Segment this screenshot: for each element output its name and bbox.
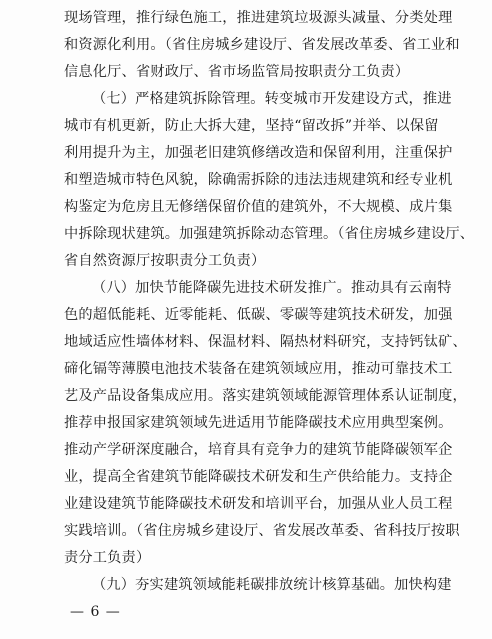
section-heading-9: （九）夯实建筑领域能耗碳排放统计核算基础。加快构建: [92, 577, 452, 593]
page-number: — 6 —: [70, 604, 121, 620]
body-line: 业建设建筑节能降碳技术研发和培训平台，加强从业人员工程: [64, 496, 453, 512]
body-line: 推动产学研深度融合，培育具有竞争力的建筑节能降碳领军企: [64, 442, 453, 458]
body-line: 利用提升为主，加强老旧建筑修缮改造和保留利用，注重保护: [64, 145, 453, 161]
body-line: 碲化镉等薄膜电池技术装备在建筑领域应用，推动可靠技术工: [64, 361, 453, 377]
body-line: 现场管理，推行绿色施工，推进建筑垃圾源头减量、分类处理: [64, 10, 453, 26]
body-line: 艺及产品设备集成应用。落实建筑领域能源管理体系认证制度，: [64, 388, 467, 404]
section-heading-8: （八）加快节能降碳先进技术研发推广。推动具有云南特: [92, 280, 452, 296]
body-line: 实践培训。（省住房城乡建设厅、省发展改革委、省科技厅按职: [64, 523, 460, 539]
body-line: 构鉴定为危房且无修缮保留价值的建筑外，不大规模、成片集: [64, 199, 453, 215]
body-line: 省自然资源厅按职责分工负责）: [64, 253, 266, 269]
body-line: 和资源化利用。（省住房城乡建设厅、省发展改革委、省工业和: [64, 37, 460, 53]
body-line: 业，提高全省建筑节能降碳技术研发和生产供给能力。支持企: [64, 469, 453, 485]
body-line: 地域适应性墙体材料、保温材料、隔热材料研究，支持钙钛矿、: [64, 334, 467, 350]
body-line: 城市有机更新，防止大拆大建，坚持“留改拆”并举、以保留: [64, 118, 439, 134]
body-line: 中拆除现状建筑。加强建筑拆除动态管理。（省住房城乡建设厅、: [64, 226, 475, 242]
section-heading-7: （七）严格建筑拆除管理。转变城市开发建设方式，推进: [92, 91, 452, 107]
body-line: 和塑造城市特色风貌，除确需拆除的违法违规建筑和经专业机: [64, 172, 453, 188]
body-line: 责分工负责）: [64, 550, 151, 566]
body-line: 信息化厅、省财政厅、省市场监管局按职责分工负责）: [64, 64, 410, 80]
body-line: 色的超低能耗、近零能耗、低碳、零碳等建筑技术研发，加强: [64, 307, 453, 323]
body-line: 推荐申报国家建筑领域先进适用节能降碳技术应用典型案例。: [64, 415, 453, 431]
